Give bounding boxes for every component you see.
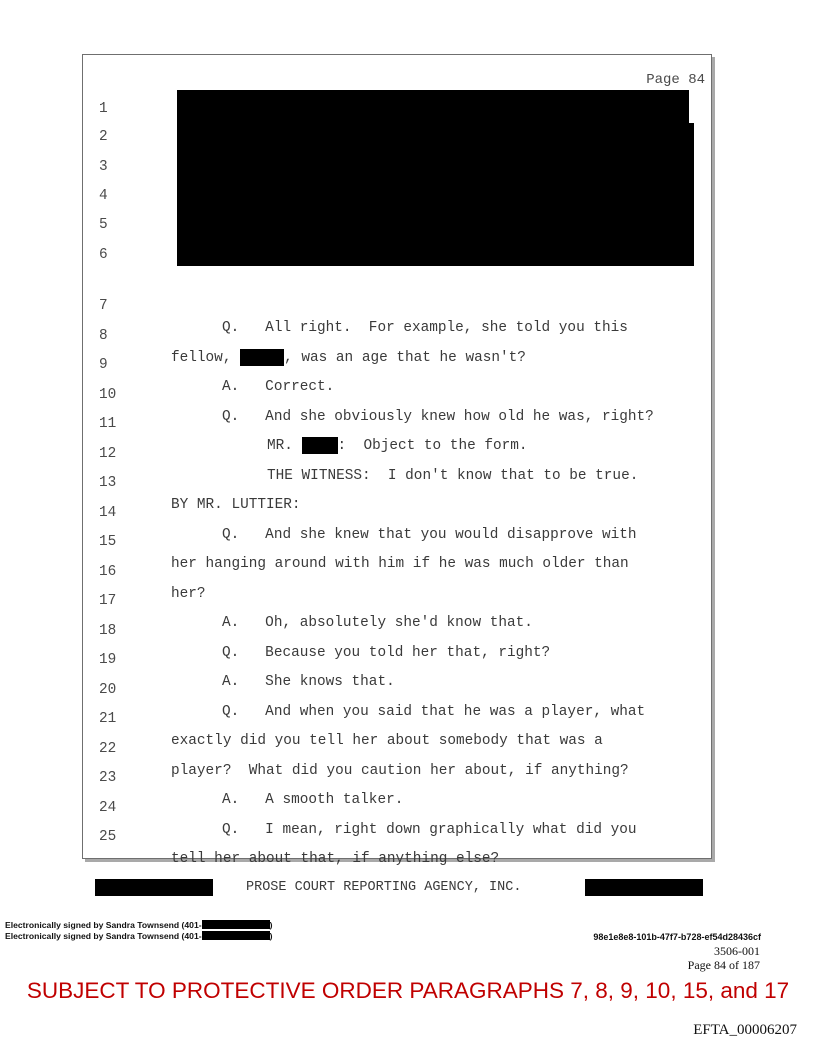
line-text: A. Correct.	[222, 379, 335, 395]
line-number: 24	[99, 800, 117, 816]
line-text: A. A smooth talker.	[222, 792, 404, 808]
line-number: 16	[99, 564, 117, 580]
line-number: 9	[99, 357, 108, 373]
redaction-inline	[202, 931, 270, 940]
line-number: 19	[99, 652, 117, 668]
line-number: 22	[99, 741, 117, 757]
line-number: 13	[99, 475, 117, 491]
line-number: 1	[99, 101, 108, 117]
line-text: A. Oh, absolutely she'd know that.	[222, 615, 533, 631]
transcript-line	[83, 98, 711, 120]
signature-hash: 98e1e8e8-101b-47f7-b728-ef54d28436cf	[593, 932, 761, 942]
line-number: 25	[99, 829, 117, 845]
line-number: 23	[99, 770, 117, 786]
esign-line: Electronically signed by Sandra Townsend (401- )	[5, 920, 273, 930]
footer-redaction-right	[585, 879, 703, 896]
line-text: Q. All right. For example, she told you this	[222, 320, 628, 336]
transcript-line	[83, 156, 711, 178]
line-text: MR. : Object to the form.	[267, 438, 528, 454]
line-number: 2	[99, 129, 108, 145]
line-text: fellow, , was an age that he wasn't?	[171, 350, 526, 366]
line-text: Q. And she knew that you would disapprove with	[222, 527, 637, 543]
line-text: A. She knows that.	[222, 674, 395, 690]
line-number: 14	[99, 505, 117, 521]
line-text: Q. And she obviously knew how old he was, right?	[222, 409, 654, 425]
line-text: Q. I mean, right down graphically what did you	[222, 822, 637, 838]
line-number: 7	[99, 298, 108, 314]
line-number: 10	[99, 387, 117, 403]
transcript-line	[83, 214, 711, 236]
line-text: her?	[171, 586, 206, 602]
line-text: Q. And when you said that he was a player, what	[222, 704, 646, 720]
line-number: 8	[99, 328, 108, 344]
transcript-line	[83, 273, 711, 336]
transcript-page	[82, 54, 712, 867]
agency-name: PROSE COURT REPORTING AGENCY, INC.	[246, 880, 522, 895]
line-text: player? What did you caution her about, if anything?	[171, 763, 629, 779]
page-label: Page 84	[646, 72, 705, 88]
footer-redaction-left	[95, 879, 213, 896]
line-text: BY MR. LUTTIER:	[171, 497, 301, 513]
line-number: 4	[99, 188, 108, 204]
transcript-line	[83, 244, 711, 266]
line-number: 17	[99, 593, 117, 609]
line-number: 5	[99, 217, 108, 233]
bates-number: EFTA_00006207	[693, 1022, 797, 1038]
page-of: Page 84 of 187	[687, 958, 760, 972]
redaction-inline	[202, 920, 270, 929]
esign-line: Electronically signed by Sandra Townsend (401- )	[5, 931, 273, 941]
line-number: 6	[99, 247, 108, 263]
line-number: 11	[99, 416, 117, 432]
line-text: her hanging around with him if he was much older than	[171, 556, 629, 572]
protective-order-notice: SUBJECT TO PROTECTIVE ORDER PARAGRAPHS 7, 8, 9, 10, 15, and 17	[26, 978, 790, 1003]
line-number: 20	[99, 682, 117, 698]
transcript-line	[83, 126, 711, 148]
line-number: 15	[99, 534, 117, 550]
doc-id: 3506-001	[714, 944, 760, 958]
line-number: 18	[99, 623, 117, 639]
line-number: 21	[99, 711, 117, 727]
line-text: THE WITNESS: I don't know that to be true.	[267, 468, 639, 484]
line-text: exactly did you tell her about somebody that was a	[171, 733, 603, 749]
transcript-line	[83, 185, 711, 207]
line-number: 12	[99, 446, 117, 462]
line-text: Q. Because you told her that, right?	[222, 645, 551, 661]
line-number: 3	[99, 159, 108, 175]
line-text: tell her about that, if anything else?	[171, 851, 500, 867]
